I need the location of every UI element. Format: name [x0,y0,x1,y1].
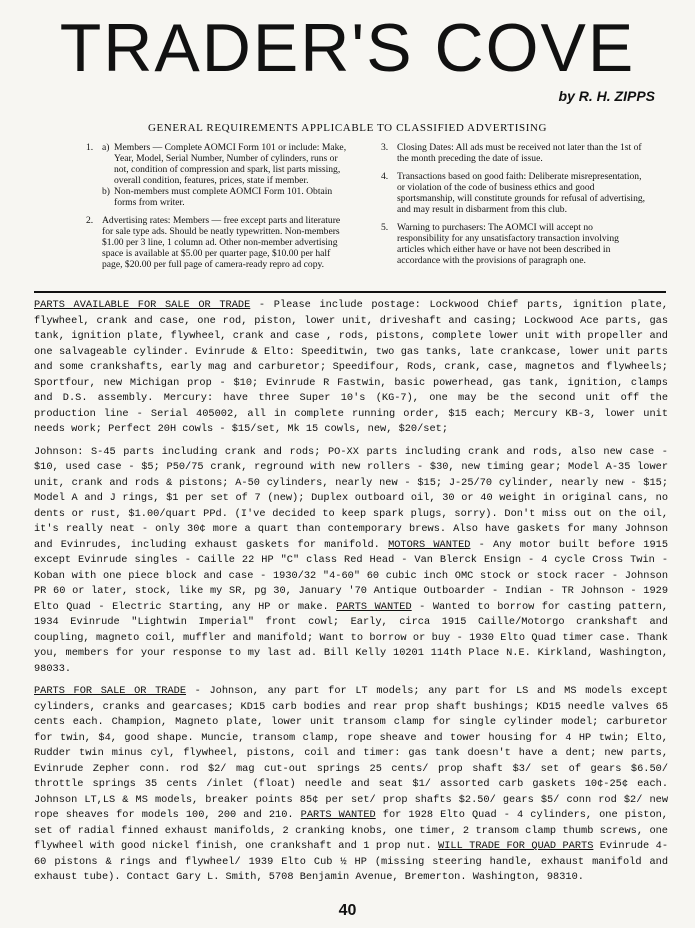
ad-text: - Any motor built before 1915 except Evinrude singles - Caille 22 HP "C" class Red Head - Van Blerck Ensign - 4 cycle Cross Twin - Koban with one piece block and case - 1930/32 "4-60" 60 cubic inch OMC stock or stock racer - Johnson PR 60 or later, stock, like my SR, pg 30, January '70 Antique Outboarder - Indian - TR Johnson - 1929 Elto Quad - Electric Starting, any HP or make. [34,538,668,613]
classified-ads [34,298,668,886]
author-byline: by R. H. ZIPPS [558,88,655,104]
requirement-number: 1. [86,142,94,153]
ad-heading: PARTS FOR SALE OR TRADE [34,685,187,697]
requirement-text: Warning to purchasers: The AOMCI will accept no responsibility for any unsatisfactory transaction involving articles which either have or have not been described in accordance with the provisions of paragraph one. [397,222,619,266]
sub-letter: b) [102,186,110,197]
requirement-text: Members — Complete AOMCI Form 101 or include: Make, Year, Model, Serial Number, Number of cylinders, runs or not, condition of compression and spark, list parts missing, overall condition, features, prices, state if member. [114,142,347,186]
requirements-heading: GENERAL REQUIREMENTS APPLICABLE TO CLASSIFIED ADVERTISING [147,122,548,134]
requirements-left-column [86,142,351,277]
requirement-text: Non-members must complete AOMCI Form 101. Obtain forms from writer. [114,186,333,208]
requirement-number: 2. [86,215,94,226]
ad-heading: PARTS WANTED [336,600,412,613]
ad-text: - Wanted to borrow for casting pattern, 1934 Evinrude "Lightwin Imperial" front cowl; Early, circa 1915 Caille/Motorgo crankshaft and coupling, magneto coil, muffler and manifold; Want to borrow or buy - 1930 Elto Quad timer case. Thank you, members for your response to my last ad. Bill Kelly 10201 114th Place N.E. Kirkland, Washington, 98033. [34,600,668,675]
ad-heading: WILL TRADE FOR QUAD PARTS [438,840,594,852]
ad-paragraph-1 [34,298,668,438]
requirement-item-1 [86,142,351,208]
ad-text: Evinrude 4-60 pistons & rings and flywheel/ 1939 Elto Cub ½ HP (missing steering handle, exhaust manifold and exhaust tube). Contact Gary L. Smith, 5708 Benjamin Avenue, Bremerton. Washington, 98310. [34,840,668,883]
ad-text: - Johnson, any part for LT models; any part for LS and MS models except cylinders, cranks and gearcases; KD15 carb bodies and rear prop shaft bushings; KD15 needle valves 65 cents each. Champion, Magneto plate, lower unit transom clamp for single cylinder model; carburetor for twin, $4, good shape. Muncie, transom clamp, rope sheave and tower housing for 4 HP twin; Elto, Rudder twin minus cyl, flywheel, pistons, coil and timer: gas tank doesn't have a dent; new parts, Evinrude Zepher conn. rod $2/ mag cut-out springs 25 cents/ prop shaft $3/ set of gears $6.50/ throttle springs 35 cents /inlet (float) needle and seat $1/ assorted carb gaskets 10¢-25¢ each. Johnson LT,LS & MS models, breaker points 85¢ per set/ prop shafts $2.50/ gears $5/ conn rod $2/ new rope sheaves for models 100, 200 and 210. [34,685,668,821]
page-title: TRADER'S COVE [59,10,636,86]
requirement-text: Transactions based on good faith: Deliberate misrepresentation, or violation of the code of business ethics and good sportsmanship, will constitute grounds for refusal of advertising, and may result in disbarment from this club. [397,171,646,215]
requirement-number: 4. [381,171,389,182]
ad-heading: MOTORS WANTED [388,538,471,551]
section-divider [34,291,666,293]
ad-text: - Please include postage: Lockwood Chief parts, ignition plate, flywheel, crank and case, one rod, piston, lower unit, driveshaft and casing; Lockwood Ace parts, gas tank, ignition plate, flywheel, crank and case , rods, pistons, complete lower unit with propeller and one salvageable cylinder. Evinrude & Elto: Speeditwin, two gas tanks, late crankcase, lower unit parts and some crankshafts, early mag and carburetor; Speedifour, Rods, crank, case, magnetos and flywheels; Sportfour, new Michigan prop - $10; Evinrude R Fastwin, basic powerhead, gas tank, ignition, clamps and D.S. assembly. Mercury: have three Super 10's (KG-7), one may be the second unit off the production line - Serial 405002, all in complete running order, $15 each; Mercury KB-3, lower unit needs work; Perfect 20H cowls - $15/set, Mk 15 cowls, new, $20/set; [34,299,668,435]
requirements-section [86,142,646,277]
requirement-item-5 [381,222,646,266]
requirement-item-2 [86,215,351,270]
ad-heading: PARTS WANTED [300,809,376,821]
requirements-right-column [381,142,646,277]
requirement-item-4 [381,171,646,215]
requirement-item-3 [381,142,646,164]
ad-heading: PARTS AVAILABLE FOR SALE OR TRADE [34,299,251,311]
ad-paragraph-3 [34,684,668,886]
requirement-number: 3. [381,142,389,153]
ad-text: for 1928 Elto Quad - 4 cylinders, one piston, set of radial finned exhaust manifolds, 2 cranking knobs, one timer, 2 transom clamp thumb screws, one flywheel with good nickel finish, one crankshaft and 1 prop nut. [34,809,668,852]
requirement-text: Advertising rates: Members — free except parts and literature for sale type ads. Should be neatly typewritten. Non-members $1.00 per 3 line, 1 column ad. Other non-member advertising space is available at $5.00 per quarter page, $10.00 per half page, $20.00 per full page of camera-ready repro ad copy. [102,215,341,270]
ad-paragraph-2 [34,445,668,678]
sub-letter: a) [102,142,110,153]
requirement-number: 5. [381,222,389,233]
page-number: 40 [338,902,357,919]
ad-text: Johnson: S-45 parts including crank and rods; PO-XX parts including crank and rods, also new case - $10, used case - $5; P50/75 crank, reground with new rollers - $30, new timing gear; Model A-35 lower unit, crank and rods & pistons; A-50 cylinders, nearly new - $15; J-25/70 cylinder, nearly new - $15; Model A and J rings, $1 per set of 7 (new); Duplex outboard oil, 30 or 40 weight in original cans, no dents or rust, $1.00/quart PPd. (I've decided to keep spark plugs, sorry). Don't miss out on the oil, it's really neat - only 30¢ more a quart than contemporary brews. Also have gaskets for many Johnson and Evinrudes, including exhaust gaskets for manifold. [34,445,668,551]
requirement-text: Closing Dates: All ads must be received not later than the 1st of the month preceding the date of issue. [397,142,642,164]
